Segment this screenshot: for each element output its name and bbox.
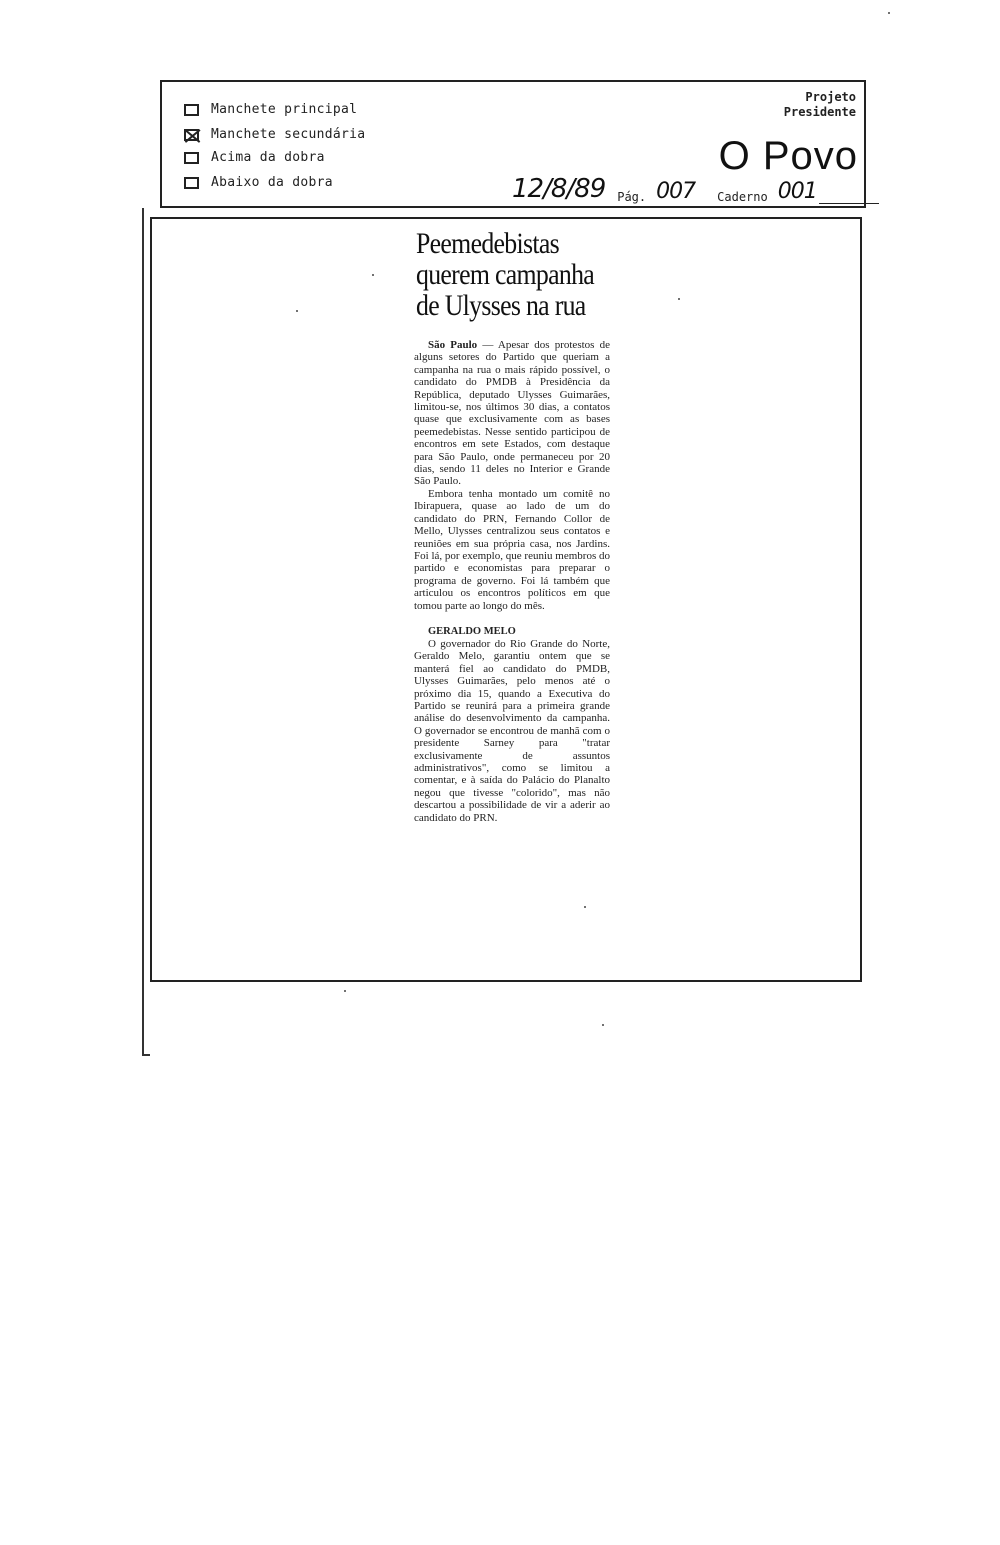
scan-border-left [142,208,144,1056]
handwritten-page-number: 007 [656,179,696,204]
section-underline [819,203,879,204]
article-paragraph-1 [414,339,610,488]
handwritten-date: 12/8/89 [512,174,606,204]
article-headline [416,227,595,322]
headline-line-2: querem campanha [416,258,595,291]
project-line-2: Presidente [783,105,856,119]
scan-speck [888,12,890,14]
checkbox-unchecked[interactable] [184,152,199,164]
scan-speck [602,1024,604,1026]
paragraph-1-text: — Apesar dos protestos de alguns setores do Partido que queriam a campanha na rua o mais rápido possível, o candidato do PMDB à Presidência da República, deputado Ulysses Guimarães, limitou-se, nos últimos 30 dias, a contatos quase que exclusivamente com as bases peemedebistas. Nesse sentido participou de encontros em sete Estados, com destaque para São Paulo, onde permaneceu por 20 dias, sendo 11 deles no Interior e Grande São Paulo. [414,339,610,488]
scan-speck [296,310,298,312]
clipping-meta [512,174,879,204]
scan-border-tick [142,1054,150,1056]
news-article [414,228,610,824]
scan-speck [584,906,586,908]
newspaper-masthead: O Povo [718,134,858,178]
checklist-label: Acima da dobra [211,150,325,165]
headline-line-1: Peemedebistas [416,227,559,260]
project-line-1: Projeto [805,90,856,104]
article-paragraph-3: O governador do Rio Grande do Norte, Geraldo Melo, garantiu ontem que se manterá fiel ao candidato do PMDB, Ulysses Guimarães, pelo menos até o próximo dia 15, quando a Executiva do Partido se reunirá para a primeira grande análise do desenvolvimento da campanha. O governador se encontrou de manhã com o presidente Sarney para "tratar exclusivamente de assuntos administrativos", como se limitou a comentar, e à saída do Palácio do Planalto negou que tivesse "colorido", mas não descartou a possibilidade de vir a aderir ao candidato do PRN. [414,637,610,824]
checklist-item-abaixo[interactable] [184,175,333,190]
headline-line-3: de Ulysses na rua [416,289,586,322]
scan-speck [678,298,680,300]
clipping-header [160,80,866,208]
checklist-label: Manchete principal [211,102,358,117]
article-subhead: GERALDO MELO [428,625,516,637]
handwritten-section-number: 001 [777,179,817,204]
dateline-place: São Paulo [428,339,478,351]
checklist-label: Abaixo da dobra [211,175,333,190]
scan-speck [372,274,374,276]
checklist-item-acima[interactable] [184,150,325,165]
checkbox-unchecked[interactable] [184,104,199,116]
page-label: Pág. [617,190,647,204]
checklist-label: Manchete secundária [211,127,366,142]
checkbox-unchecked[interactable] [184,177,199,189]
scan-speck [344,990,346,992]
checklist-item-principal[interactable] [184,102,357,117]
section-label: Caderno [717,190,768,204]
article-body [414,339,610,824]
checklist-item-secundaria[interactable] [184,127,365,142]
article-paragraph-2: Embora tenha montado um comitê no Ibirapuera, quase ao lado de um do candidato do PRN, Fernando Collor de Mello, Ulysses centralizou seus contatos e reuniões em sua própria casa, nos Jardins. Foi lá, por exemplo, que reuniu membros do partido e economistas para preparar o programa de governo. Foi lá também que articulou os encontros políticos em que tomou parte ao longo do mês. [414,487,610,612]
project-label [784,90,856,120]
checkbox-checked[interactable] [184,129,199,141]
